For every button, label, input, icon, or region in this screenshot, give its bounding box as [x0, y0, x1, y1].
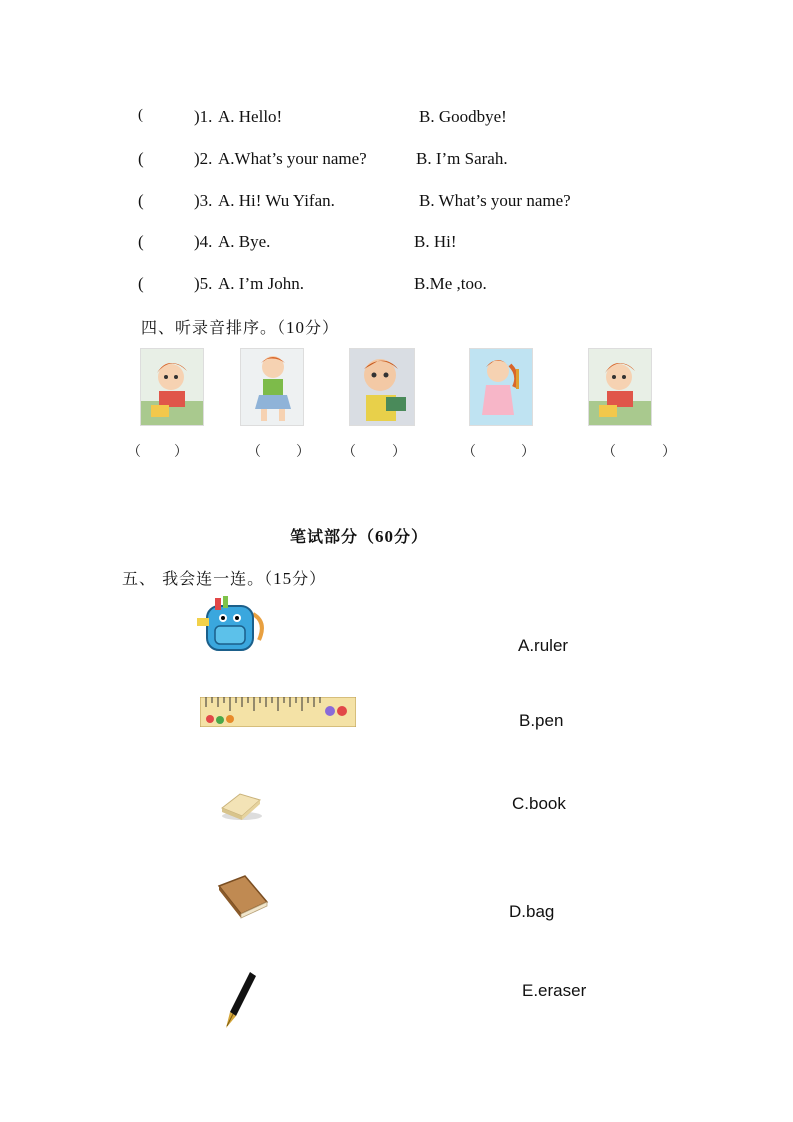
question-number: )4.	[194, 232, 213, 251]
option-a: A. I’m John.	[218, 274, 304, 293]
fountain-pen-icon	[220, 970, 260, 1030]
girl-reading-icon	[589, 349, 651, 425]
question-number: )1.	[194, 107, 213, 126]
answer-paren-open: (	[138, 107, 143, 123]
section-4-suffix: 分）	[305, 318, 340, 337]
option-pen: B.pen	[519, 711, 564, 730]
backpack-icon	[193, 596, 269, 654]
book-icon	[215, 872, 269, 920]
backpack-picture	[193, 596, 269, 654]
section-4-score: 10	[286, 318, 306, 337]
boy-with-book-picture	[349, 348, 415, 426]
section-5-score: 15	[273, 569, 293, 588]
question-number: )3.	[194, 191, 213, 210]
girl-with-pencil-picture	[469, 348, 533, 426]
boy-with-book-icon	[350, 349, 414, 425]
girl-with-pencil-icon	[470, 349, 532, 425]
answer-paren-open: (	[138, 149, 144, 168]
ruler-picture	[200, 697, 356, 727]
option-a: A.What’s your name?	[218, 149, 367, 168]
option-a: A. Hello!	[218, 107, 283, 126]
question-number: )5.	[194, 274, 213, 293]
girl-reading-picture-2	[588, 348, 652, 426]
book-picture	[215, 872, 269, 920]
written-suffix: 分）	[394, 527, 429, 546]
girl-walking-picture	[240, 348, 304, 426]
order-blank-3-open: （	[342, 445, 356, 460]
written-score: 60	[375, 527, 395, 546]
section-4-prefix: 四、听录音排序。（	[141, 318, 287, 337]
order-blank-3-close: ）	[392, 445, 406, 460]
answer-paren-open: (	[138, 232, 144, 251]
order-blank-5-open: （	[602, 445, 616, 460]
option-b: B. Goodbye!	[419, 107, 507, 126]
girl-reading-icon	[141, 349, 203, 425]
answer-paren-open: (	[138, 274, 144, 293]
option-b: B. Hi!	[414, 232, 457, 251]
girl-walking-icon	[241, 349, 303, 425]
ruler-icon	[200, 697, 356, 727]
order-blank-5-close: ）	[662, 445, 676, 460]
section-5-prefix: 五、 我会连一连。（	[122, 569, 274, 588]
question-number: )2.	[194, 149, 213, 168]
option-b: B. What’s your name?	[419, 191, 571, 210]
girl-reading-picture-1	[140, 348, 204, 426]
written-prefix: 笔试部分（	[290, 527, 376, 546]
order-blank-2-open: （	[247, 445, 261, 460]
pen-picture	[220, 970, 260, 1030]
order-blank-4-open: （	[462, 445, 476, 460]
option-book: C.book	[512, 794, 566, 813]
order-blank-4-close: ）	[521, 445, 535, 460]
option-b: B.Me ,too.	[414, 274, 487, 293]
option-eraser: E.eraser	[522, 981, 587, 1000]
option-a: A. Hi! Wu Yifan.	[218, 191, 335, 210]
answer-paren-open: (	[138, 191, 144, 210]
section-4-heading	[141, 315, 339, 338]
option-b: B. I’m Sarah.	[416, 149, 508, 168]
order-blank-1-open: （	[127, 445, 141, 460]
section-5-heading	[122, 566, 326, 589]
option-ruler: A.ruler	[518, 636, 569, 655]
order-blank-1-close: ）	[174, 445, 188, 460]
eraser-icon	[218, 784, 264, 822]
eraser-picture	[218, 784, 264, 822]
written-part-heading	[290, 524, 428, 547]
order-blank-2-close: ）	[296, 445, 310, 460]
option-bag: D.bag	[509, 902, 555, 921]
section-5-suffix: 分）	[292, 569, 327, 588]
option-a: A. Bye.	[218, 232, 271, 251]
